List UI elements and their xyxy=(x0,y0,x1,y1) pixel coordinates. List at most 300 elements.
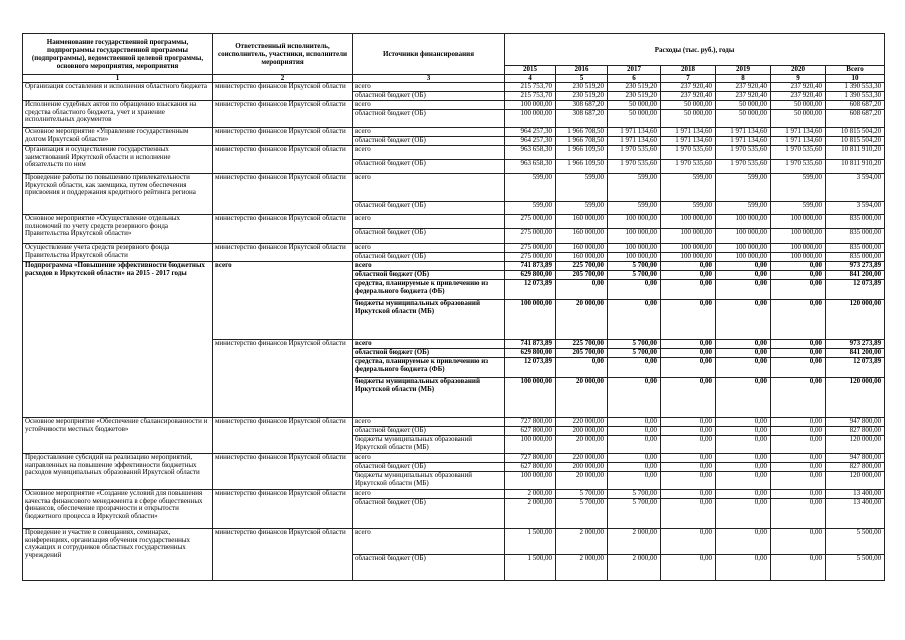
activity-name: Организация составления и исполнения областного бюджета xyxy=(23,83,213,101)
amount-cell: 12 073,89 xyxy=(505,280,556,300)
executor: всего xyxy=(213,262,353,340)
amount-cell: 0,00 xyxy=(771,300,826,340)
funding-source: областной бюджет (ОБ) xyxy=(353,202,505,215)
amount-cell: 0,00 xyxy=(661,378,716,418)
funding-source: всего xyxy=(353,244,505,253)
amount-cell: 12 073,89 xyxy=(505,358,556,378)
amount-cell: 100 000,00 xyxy=(771,215,826,229)
amount-cell: 629 800,00 xyxy=(505,349,556,358)
funding-source: областной бюджет (ОБ) xyxy=(353,229,505,244)
amount-cell: 0,00 xyxy=(608,358,661,378)
funding-source: всего xyxy=(353,454,505,463)
table-row xyxy=(23,529,885,555)
amount-cell: 1 971 134,60 xyxy=(771,128,826,137)
amount-cell: 225 700,00 xyxy=(556,262,608,271)
amount-cell: 973 273,89 xyxy=(826,262,885,271)
year-header: 2015 xyxy=(505,66,556,75)
budget-table xyxy=(22,33,885,581)
amount-cell: 5 500,00 xyxy=(826,529,885,555)
amount-cell: 120 000,00 xyxy=(826,300,885,340)
amount-cell: 100 000,00 xyxy=(716,215,771,229)
amount-cell: 237 920,40 xyxy=(661,83,716,92)
funding-source: всего xyxy=(353,128,505,137)
amount-cell: 100 000,00 xyxy=(661,215,716,229)
amount-cell: 973 273,89 xyxy=(826,340,885,349)
amount-cell: 1 500,00 xyxy=(505,529,556,555)
amount-cell: 0,00 xyxy=(661,340,716,349)
column-index: 5 xyxy=(556,74,608,83)
amount-cell: 0,00 xyxy=(771,280,826,300)
amount-cell: 50 000,00 xyxy=(608,101,661,110)
activity-name: Основное мероприятие «Управление государственным долгом Иркутской области» xyxy=(23,128,213,146)
amount-cell: 100 000,00 xyxy=(771,229,826,244)
table-row xyxy=(23,215,885,229)
amount-cell: 205 700,00 xyxy=(556,349,608,358)
amount-cell: 200 000,00 xyxy=(556,427,608,436)
column-index: 3 xyxy=(353,74,505,83)
amount-cell: 160 000,00 xyxy=(556,229,608,244)
amount-cell: 727 800,00 xyxy=(505,418,556,427)
amount-cell: 1 390 553,30 xyxy=(826,83,885,92)
funding-source: средства, планируемые к привлечению из федерального бюджета (ФБ) xyxy=(353,358,505,378)
table-row xyxy=(23,454,885,463)
amount-cell: 0,00 xyxy=(661,262,716,271)
column-index: 10 xyxy=(826,74,885,83)
funding-source: областной бюджет (ОБ) xyxy=(353,253,505,262)
amount-cell: 100 000,00 xyxy=(608,229,661,244)
amount-cell: 5 700,00 xyxy=(608,340,661,349)
amount-cell: 0,00 xyxy=(608,418,661,427)
funding-source: всего xyxy=(353,146,505,160)
amount-cell: 1 970 535,60 xyxy=(716,146,771,160)
amount-cell: 100 000,00 xyxy=(505,300,556,340)
amount-cell: 1 971 134,60 xyxy=(608,137,661,146)
amount-cell: 0,00 xyxy=(608,280,661,300)
year-header: 2018 xyxy=(661,66,716,75)
total-header: Всего xyxy=(826,66,885,75)
table-row xyxy=(23,101,885,110)
amount-cell: 599,00 xyxy=(771,202,826,215)
amount-cell: 0,00 xyxy=(771,454,826,463)
amount-cell: 741 873,89 xyxy=(505,340,556,349)
amount-cell: 0,00 xyxy=(608,463,661,472)
activity-name: Проведение и участие в совещаниях, семинарах, конференциях, организация обучения государственных служащих и сотрудников областных государственных учреждений xyxy=(23,529,213,581)
amount-cell: 827 800,00 xyxy=(826,427,885,436)
amount-cell: 0,00 xyxy=(716,340,771,349)
funding-source: всего xyxy=(353,418,505,427)
amount-cell: 599,00 xyxy=(716,174,771,202)
amount-cell: 205 700,00 xyxy=(556,271,608,280)
amount-cell: 5 700,00 xyxy=(608,490,661,499)
amount-cell: 0,00 xyxy=(771,418,826,427)
amount-cell: 1 966 708,50 xyxy=(556,128,608,137)
amount-cell: 3 594,00 xyxy=(826,202,885,215)
amount-cell: 120 000,00 xyxy=(826,436,885,454)
amount-cell: 0,00 xyxy=(608,427,661,436)
amount-cell: 50 000,00 xyxy=(716,110,771,128)
activity-name: Исполнение судебных актов по обращению взыскания на средства областного бюджета, учет и хранение исполнительных документов xyxy=(23,101,213,128)
funding-source: областной бюджет (ОБ) xyxy=(353,349,505,358)
amount-cell: 0,00 xyxy=(661,300,716,340)
amount-cell: 0,00 xyxy=(716,300,771,340)
amount-cell: 841 200,00 xyxy=(826,271,885,280)
amount-cell: 0,00 xyxy=(661,280,716,300)
amount-cell: 599,00 xyxy=(556,202,608,215)
header-source: Источники финансирования xyxy=(353,34,505,75)
amount-cell: 0,00 xyxy=(771,499,826,529)
funding-source: областной бюджет (ОБ) xyxy=(353,463,505,472)
funding-source: областной бюджет (ОБ) xyxy=(353,137,505,146)
amount-cell: 237 920,40 xyxy=(716,92,771,101)
amount-cell: 237 920,40 xyxy=(716,83,771,92)
amount-cell: 230 519,20 xyxy=(608,92,661,101)
amount-cell: 1 970 535,60 xyxy=(661,160,716,174)
amount-cell: 835 000,00 xyxy=(826,229,885,244)
amount-cell: 1 971 134,60 xyxy=(608,128,661,137)
amount-cell: 100 000,00 xyxy=(505,110,556,128)
amount-cell: 160 000,00 xyxy=(556,215,608,229)
amount-cell: 0,00 xyxy=(716,555,771,581)
activity-name: Организация и осуществление государственных заимствований Иркутской области и исполнение обязательств по ним xyxy=(23,146,213,174)
amount-cell: 1 971 134,60 xyxy=(716,137,771,146)
amount-cell: 0,00 xyxy=(556,280,608,300)
table-row xyxy=(23,146,885,160)
amount-cell: 20 000,00 xyxy=(556,472,608,490)
funding-source: всего xyxy=(353,215,505,229)
amount-cell: 2 000,00 xyxy=(505,499,556,529)
amount-cell: 215 753,70 xyxy=(505,83,556,92)
amount-cell: 237 920,40 xyxy=(661,92,716,101)
amount-cell: 10 815 504,20 xyxy=(826,137,885,146)
amount-cell: 100 000,00 xyxy=(608,244,661,253)
amount-cell: 599,00 xyxy=(505,202,556,215)
funding-source: областной бюджет (ОБ) xyxy=(353,555,505,581)
amount-cell: 1 971 134,60 xyxy=(716,128,771,137)
amount-cell: 275 000,00 xyxy=(505,253,556,262)
amount-cell: 827 800,00 xyxy=(826,463,885,472)
amount-cell: 964 257,30 xyxy=(505,128,556,137)
executor: министерство финансов Иркутской области xyxy=(213,340,353,418)
executor: министерство финансов Иркутской области xyxy=(213,215,353,244)
activity-name: Предоставление субсидий на реализацию мероприятий, направленных на повышение эффективности бюджетных расходов муниципальных образований Иркутской области xyxy=(23,454,213,490)
amount-cell: 0,00 xyxy=(771,271,826,280)
column-index: 6 xyxy=(608,74,661,83)
subprogram-name: Подпрограмма «Повышение эффективности бюджетных расходов в Иркутской области» на 2015 - 2017 годы xyxy=(23,262,213,418)
amount-cell: 0,00 xyxy=(716,463,771,472)
executor: министерство финансов Иркутской области xyxy=(213,454,353,490)
amount-cell: 100 000,00 xyxy=(716,253,771,262)
amount-cell: 275 000,00 xyxy=(505,215,556,229)
amount-cell: 0,00 xyxy=(716,378,771,418)
amount-cell: 0,00 xyxy=(608,436,661,454)
amount-cell: 50 000,00 xyxy=(661,110,716,128)
activity-name: Основное мероприятие «Создание условий для повышения качества финансового менеджмента в сфере общественных финансов, обеспечение прозрачности и открытости бюджетного процесса в Иркутской области» xyxy=(23,490,213,529)
table-row xyxy=(23,490,885,499)
executor: министерство финансов Иркутской области xyxy=(213,174,353,215)
amount-cell: 237 920,40 xyxy=(771,92,826,101)
amount-cell: 0,00 xyxy=(716,490,771,499)
amount-cell: 237 920,40 xyxy=(771,83,826,92)
amount-cell: 100 000,00 xyxy=(716,229,771,244)
amount-cell: 50 000,00 xyxy=(608,110,661,128)
column-index: 2 xyxy=(213,74,353,83)
amount-cell: 0,00 xyxy=(771,378,826,418)
amount-cell: 0,00 xyxy=(661,555,716,581)
header-name: Наименование государственной программы, подпрограммы государственной программы (подпрограммы), ведомственной целевой программы, основного мероприятия, мероприятия xyxy=(23,34,213,75)
year-header: 2019 xyxy=(716,66,771,75)
amount-cell: 225 700,00 xyxy=(556,340,608,349)
amount-cell: 230 519,20 xyxy=(556,92,608,101)
amount-cell: 308 687,20 xyxy=(556,101,608,110)
amount-cell: 1 970 535,60 xyxy=(608,146,661,160)
amount-cell: 964 257,30 xyxy=(505,137,556,146)
amount-cell: 599,00 xyxy=(716,202,771,215)
amount-cell: 215 753,70 xyxy=(505,92,556,101)
amount-cell: 1 970 535,60 xyxy=(771,146,826,160)
executor: министерство финансов Иркутской области xyxy=(213,83,353,101)
amount-cell: 963 658,30 xyxy=(505,146,556,160)
amount-cell: 100 000,00 xyxy=(608,215,661,229)
amount-cell: 1 970 535,60 xyxy=(661,146,716,160)
funding-source: всего xyxy=(353,262,505,271)
table-row xyxy=(23,128,885,137)
amount-cell: 0,00 xyxy=(661,358,716,378)
amount-cell: 2 000,00 xyxy=(608,529,661,555)
amount-cell: 220 000,00 xyxy=(556,454,608,463)
amount-cell: 5 700,00 xyxy=(608,349,661,358)
amount-cell: 1 966 109,50 xyxy=(556,160,608,174)
amount-cell: 1 971 134,60 xyxy=(661,128,716,137)
amount-cell: 1 500,00 xyxy=(505,555,556,581)
amount-cell: 0,00 xyxy=(771,472,826,490)
amount-cell: 599,00 xyxy=(608,202,661,215)
amount-cell: 599,00 xyxy=(505,174,556,202)
amount-cell: 0,00 xyxy=(771,262,826,271)
amount-cell: 0,00 xyxy=(608,300,661,340)
amount-cell: 1 970 535,60 xyxy=(771,160,826,174)
funding-source: областной бюджет (ОБ) xyxy=(353,271,505,280)
amount-cell: 220 000,00 xyxy=(556,418,608,427)
funding-source: всего xyxy=(353,174,505,202)
amount-cell: 0,00 xyxy=(608,454,661,463)
amount-cell: 0,00 xyxy=(661,529,716,555)
column-index: 9 xyxy=(771,74,826,83)
amount-cell: 0,00 xyxy=(661,427,716,436)
amount-cell: 627 800,00 xyxy=(505,427,556,436)
column-index: 1 xyxy=(23,74,213,83)
amount-cell: 13 400,00 xyxy=(826,499,885,529)
amount-cell: 0,00 xyxy=(661,349,716,358)
amount-cell: 100 000,00 xyxy=(505,101,556,110)
funding-source: бюджеты муниципальных образований Иркутской области (МБ) xyxy=(353,436,505,454)
funding-source: всего xyxy=(353,101,505,110)
amount-cell: 20 000,00 xyxy=(556,300,608,340)
amount-cell: 2 000,00 xyxy=(505,490,556,499)
amount-cell: 0,00 xyxy=(716,454,771,463)
amount-cell: 1 970 535,60 xyxy=(608,160,661,174)
amount-cell: 100 000,00 xyxy=(771,253,826,262)
amount-cell: 599,00 xyxy=(771,174,826,202)
amount-cell: 1 970 535,60 xyxy=(716,160,771,174)
amount-cell: 0,00 xyxy=(661,418,716,427)
activity-name: Осуществление учета средств резервного фонда Правительства Иркутской области xyxy=(23,244,213,262)
amount-cell: 12 073,89 xyxy=(826,358,885,378)
amount-cell: 13 400,00 xyxy=(826,490,885,499)
amount-cell: 308 687,20 xyxy=(556,110,608,128)
year-header: 2017 xyxy=(608,66,661,75)
amount-cell: 120 000,00 xyxy=(826,472,885,490)
amount-cell: 599,00 xyxy=(661,202,716,215)
funding-source: бюджеты муниципальных образований Иркутской области (МБ) xyxy=(353,378,505,418)
amount-cell: 100 000,00 xyxy=(505,378,556,418)
executor: министерство финансов Иркутской области xyxy=(213,128,353,146)
funding-source: всего xyxy=(353,529,505,555)
column-index: 7 xyxy=(661,74,716,83)
amount-cell: 1 966 109,50 xyxy=(556,146,608,160)
amount-cell: 100 000,00 xyxy=(505,436,556,454)
amount-cell: 100 000,00 xyxy=(716,244,771,253)
amount-cell: 5 700,00 xyxy=(608,271,661,280)
amount-cell: 2 000,00 xyxy=(556,529,608,555)
amount-cell: 2 000,00 xyxy=(608,555,661,581)
amount-cell: 1 971 134,60 xyxy=(661,137,716,146)
amount-cell: 627 800,00 xyxy=(505,463,556,472)
amount-cell: 50 000,00 xyxy=(661,101,716,110)
activity-name: Основное мероприятие «Обеспечение сбалансированности и устойчивости местных бюджетов» xyxy=(23,418,213,454)
amount-cell: 599,00 xyxy=(661,174,716,202)
amount-cell: 0,00 xyxy=(661,271,716,280)
amount-cell: 0,00 xyxy=(771,340,826,349)
amount-cell: 0,00 xyxy=(716,427,771,436)
amount-cell: 0,00 xyxy=(771,490,826,499)
header-executor: Ответственный исполнитель, соисполнитель, участники, исполнители мероприятия xyxy=(213,34,353,75)
amount-cell: 0,00 xyxy=(771,358,826,378)
executor: министерство финансов Иркутской области xyxy=(213,101,353,128)
amount-cell: 963 658,30 xyxy=(505,160,556,174)
amount-cell: 0,00 xyxy=(661,454,716,463)
amount-cell: 0,00 xyxy=(716,418,771,427)
amount-cell: 10 811 910,20 xyxy=(826,160,885,174)
table-row xyxy=(23,174,885,202)
funding-source: всего xyxy=(353,490,505,499)
amount-cell: 0,00 xyxy=(661,472,716,490)
executor: министерство финансов Иркутской области xyxy=(213,529,353,581)
amount-cell: 0,00 xyxy=(716,280,771,300)
funding-source: областной бюджет (ОБ) xyxy=(353,110,505,128)
amount-cell: 1 966 708,50 xyxy=(556,137,608,146)
amount-cell: 2 000,00 xyxy=(556,555,608,581)
funding-source: областной бюджет (ОБ) xyxy=(353,427,505,436)
executor: министерство финансов Иркутской области xyxy=(213,418,353,454)
executor: министерство финансов Иркутской области xyxy=(213,146,353,174)
amount-cell: 120 000,00 xyxy=(826,378,885,418)
amount-cell: 20 000,00 xyxy=(556,436,608,454)
amount-cell: 100 000,00 xyxy=(505,472,556,490)
amount-cell: 0,00 xyxy=(716,436,771,454)
amount-cell: 0,00 xyxy=(771,427,826,436)
amount-cell: 3 594,00 xyxy=(826,174,885,202)
activity-name: Основное мероприятие «Осуществление отдельных полномочий по учету средств резервного фонда Правительства Иркутской области» xyxy=(23,215,213,244)
funding-source: всего xyxy=(353,340,505,349)
funding-source: всего xyxy=(353,83,505,92)
amount-cell: 0,00 xyxy=(608,378,661,418)
amount-cell: 835 000,00 xyxy=(826,253,885,262)
amount-cell: 0,00 xyxy=(771,529,826,555)
amount-cell: 0,00 xyxy=(661,499,716,529)
amount-cell: 741 873,89 xyxy=(505,262,556,271)
funding-source: областной бюджет (ОБ) xyxy=(353,160,505,174)
funding-source: областной бюджет (ОБ) xyxy=(353,92,505,101)
amount-cell: 608 687,20 xyxy=(826,110,885,128)
amount-cell: 0,00 xyxy=(716,499,771,529)
amount-cell: 0,00 xyxy=(771,555,826,581)
executor: министерство финансов Иркутской области xyxy=(213,490,353,529)
amount-cell: 608 687,20 xyxy=(826,101,885,110)
activity-name: Проведение работы по повышению привлекательности Иркутской области, как заемщика, путем обеспечения присвоения и поддержания кредитного рейтинга региона xyxy=(23,174,213,215)
amount-cell: 947 800,00 xyxy=(826,454,885,463)
funding-source: бюджеты муниципальных образований Иркутской области (МБ) xyxy=(353,472,505,490)
year-header: 2020 xyxy=(771,66,826,75)
amount-cell: 0,00 xyxy=(716,271,771,280)
amount-cell: 5 700,00 xyxy=(608,262,661,271)
funding-source: средства, планируемые к привлечению из федерального бюджета (ФБ) xyxy=(353,280,505,300)
amount-cell: 0,00 xyxy=(771,436,826,454)
amount-cell: 835 000,00 xyxy=(826,215,885,229)
amount-cell: 599,00 xyxy=(556,174,608,202)
table-row xyxy=(23,418,885,427)
funding-source: областной бюджет (ОБ) xyxy=(353,499,505,529)
amount-cell: 12 073,89 xyxy=(826,280,885,300)
amount-cell: 100 000,00 xyxy=(661,229,716,244)
amount-cell: 100 000,00 xyxy=(661,253,716,262)
amount-cell: 0,00 xyxy=(661,490,716,499)
funding-source: бюджеты муниципальных образований Иркутской области (МБ) xyxy=(353,300,505,340)
table-row xyxy=(23,83,885,92)
amount-cell: 5 500,00 xyxy=(826,555,885,581)
amount-cell: 0,00 xyxy=(716,472,771,490)
amount-cell: 100 000,00 xyxy=(608,253,661,262)
amount-cell: 947 800,00 xyxy=(826,418,885,427)
amount-cell: 0,00 xyxy=(771,463,826,472)
amount-cell: 50 000,00 xyxy=(771,110,826,128)
amount-cell: 100 000,00 xyxy=(661,244,716,253)
amount-cell: 5 700,00 xyxy=(556,490,608,499)
amount-cell: 200 000,00 xyxy=(556,463,608,472)
executor: министерство финансов Иркутской области xyxy=(213,244,353,262)
column-index: 4 xyxy=(505,74,556,83)
amount-cell: 0,00 xyxy=(716,262,771,271)
amount-cell: 0,00 xyxy=(771,349,826,358)
table-row xyxy=(23,244,885,253)
amount-cell: 5 700,00 xyxy=(608,499,661,529)
amount-cell: 727 800,00 xyxy=(505,454,556,463)
amount-cell: 841 200,00 xyxy=(826,349,885,358)
amount-cell: 835 000,00 xyxy=(826,244,885,253)
amount-cell: 0,00 xyxy=(716,358,771,378)
amount-cell: 0,00 xyxy=(716,529,771,555)
amount-cell: 100 000,00 xyxy=(771,244,826,253)
amount-cell: 0,00 xyxy=(556,358,608,378)
amount-cell: 160 000,00 xyxy=(556,253,608,262)
year-header: 2016 xyxy=(556,66,608,75)
amount-cell: 629 800,00 xyxy=(505,271,556,280)
amount-cell: 599,00 xyxy=(608,174,661,202)
amount-cell: 0,00 xyxy=(661,436,716,454)
amount-cell: 20 000,00 xyxy=(556,378,608,418)
amount-cell: 275 000,00 xyxy=(505,229,556,244)
amount-cell: 50 000,00 xyxy=(716,101,771,110)
budget-sheet xyxy=(22,33,884,629)
